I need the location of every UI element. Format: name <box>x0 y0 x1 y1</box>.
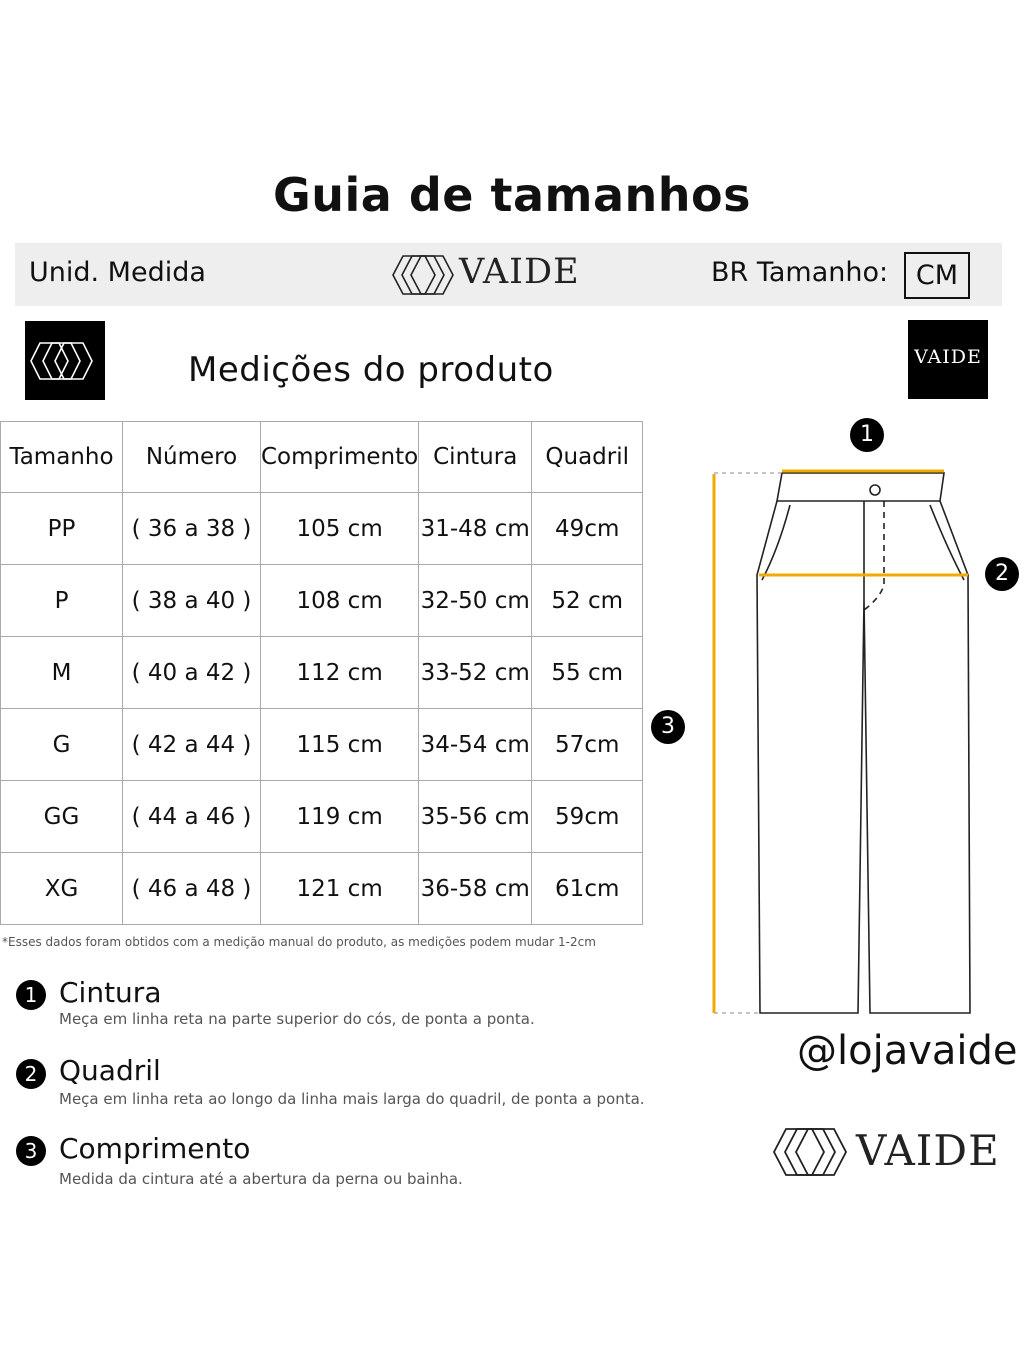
legend-marker-1-icon: 1 <box>16 980 46 1010</box>
cell-hip: 57cm <box>532 709 643 781</box>
cell-length: 105 cm <box>261 493 419 565</box>
cell-hip: 61cm <box>532 853 643 925</box>
cell-size: PP <box>1 493 123 565</box>
col-header-hip: Quadril <box>532 422 643 493</box>
cell-hip: 55 cm <box>532 637 643 709</box>
legend-desc-hip: Meça em linha reta ao longo da linha mais larga do quadril, de ponta a ponta. <box>59 1090 645 1108</box>
vaide-logo-icon <box>25 321 105 400</box>
marker-3-icon: 3 <box>651 710 685 744</box>
measurement-note: *Esses dados foram obtidos com a medição manual do produto, as medições podem mudar 1-2cm <box>2 935 596 949</box>
cell-size: XG <box>1 853 123 925</box>
legend-desc-waist: Meça em linha reta na parte superior do cós, de ponta a ponta. <box>59 1010 535 1028</box>
footer-logo <box>772 1122 1004 1182</box>
footer-brand-text: VAIDE <box>856 1126 1000 1175</box>
brand-logo-square <box>25 321 105 400</box>
table-row <box>1 781 643 853</box>
cell-size: P <box>1 565 123 637</box>
cell-hip: 59cm <box>532 781 643 853</box>
cell-waist: 33-52 cm <box>419 637 532 709</box>
cell-waist: 34-54 cm <box>419 709 532 781</box>
cell-waist: 35-56 cm <box>419 781 532 853</box>
section-subtitle: Medições do produto <box>188 350 554 390</box>
side-logo-text: VAIDE <box>914 346 982 368</box>
table-row <box>1 565 643 637</box>
header-logo <box>391 250 591 300</box>
cell-number: ( 38 a 40 ) <box>123 565 261 637</box>
col-header-size: Tamanho <box>1 422 123 493</box>
cell-length: 119 cm <box>261 781 419 853</box>
cell-length: 115 cm <box>261 709 419 781</box>
page-title: Guia de tamanhos <box>273 168 751 222</box>
cell-size: M <box>1 637 123 709</box>
cell-length: 121 cm <box>261 853 419 925</box>
table-row <box>1 853 643 925</box>
legend-marker-3-icon: 3 <box>16 1136 46 1166</box>
legend-title-hip: Quadril <box>59 1054 161 1087</box>
legend-title-waist: Cintura <box>59 976 162 1009</box>
table-header-row <box>1 422 643 493</box>
legend-title-length: Comprimento <box>59 1132 251 1165</box>
unit-label: Unid. Medida <box>29 257 206 288</box>
cell-waist: 36-58 cm <box>419 853 532 925</box>
cell-hip: 52 cm <box>532 565 643 637</box>
legend-marker-2-icon: 2 <box>16 1059 46 1089</box>
cell-size: GG <box>1 781 123 853</box>
social-handle: @lojavaide <box>797 1028 1018 1074</box>
pants-diagram-icon <box>700 460 990 1025</box>
cell-waist: 32-50 cm <box>419 565 532 637</box>
vaide-logo-icon <box>772 1124 852 1180</box>
cell-number: ( 40 a 42 ) <box>123 637 261 709</box>
cell-waist: 31-48 cm <box>419 493 532 565</box>
size-system-label: BR Tamanho: <box>711 257 889 288</box>
cell-number: ( 36 a 38 ) <box>123 493 261 565</box>
cell-length: 108 cm <box>261 565 419 637</box>
marker-1-icon: 1 <box>850 418 884 452</box>
header-brand-text: VAIDE <box>459 252 580 292</box>
col-header-number: Número <box>123 422 261 493</box>
table-row <box>1 709 643 781</box>
cell-hip: 49cm <box>532 493 643 565</box>
cell-number: ( 46 a 48 ) <box>123 853 261 925</box>
table-row <box>1 637 643 709</box>
brand-text-square <box>908 320 988 399</box>
marker-2-icon: 2 <box>985 557 1019 591</box>
unit-value-box: CM <box>904 252 970 299</box>
size-table <box>0 421 643 925</box>
cell-number: ( 44 a 46 ) <box>123 781 261 853</box>
cell-number: ( 42 a 44 ) <box>123 709 261 781</box>
col-header-length: Comprimento <box>261 422 419 493</box>
legend-desc-length: Medida da cintura até a abertura da perna ou bainha. <box>59 1170 463 1188</box>
table-row <box>1 493 643 565</box>
cell-length: 112 cm <box>261 637 419 709</box>
col-header-waist: Cintura <box>419 422 532 493</box>
vaide-logo-icon <box>391 252 457 298</box>
cell-size: G <box>1 709 123 781</box>
